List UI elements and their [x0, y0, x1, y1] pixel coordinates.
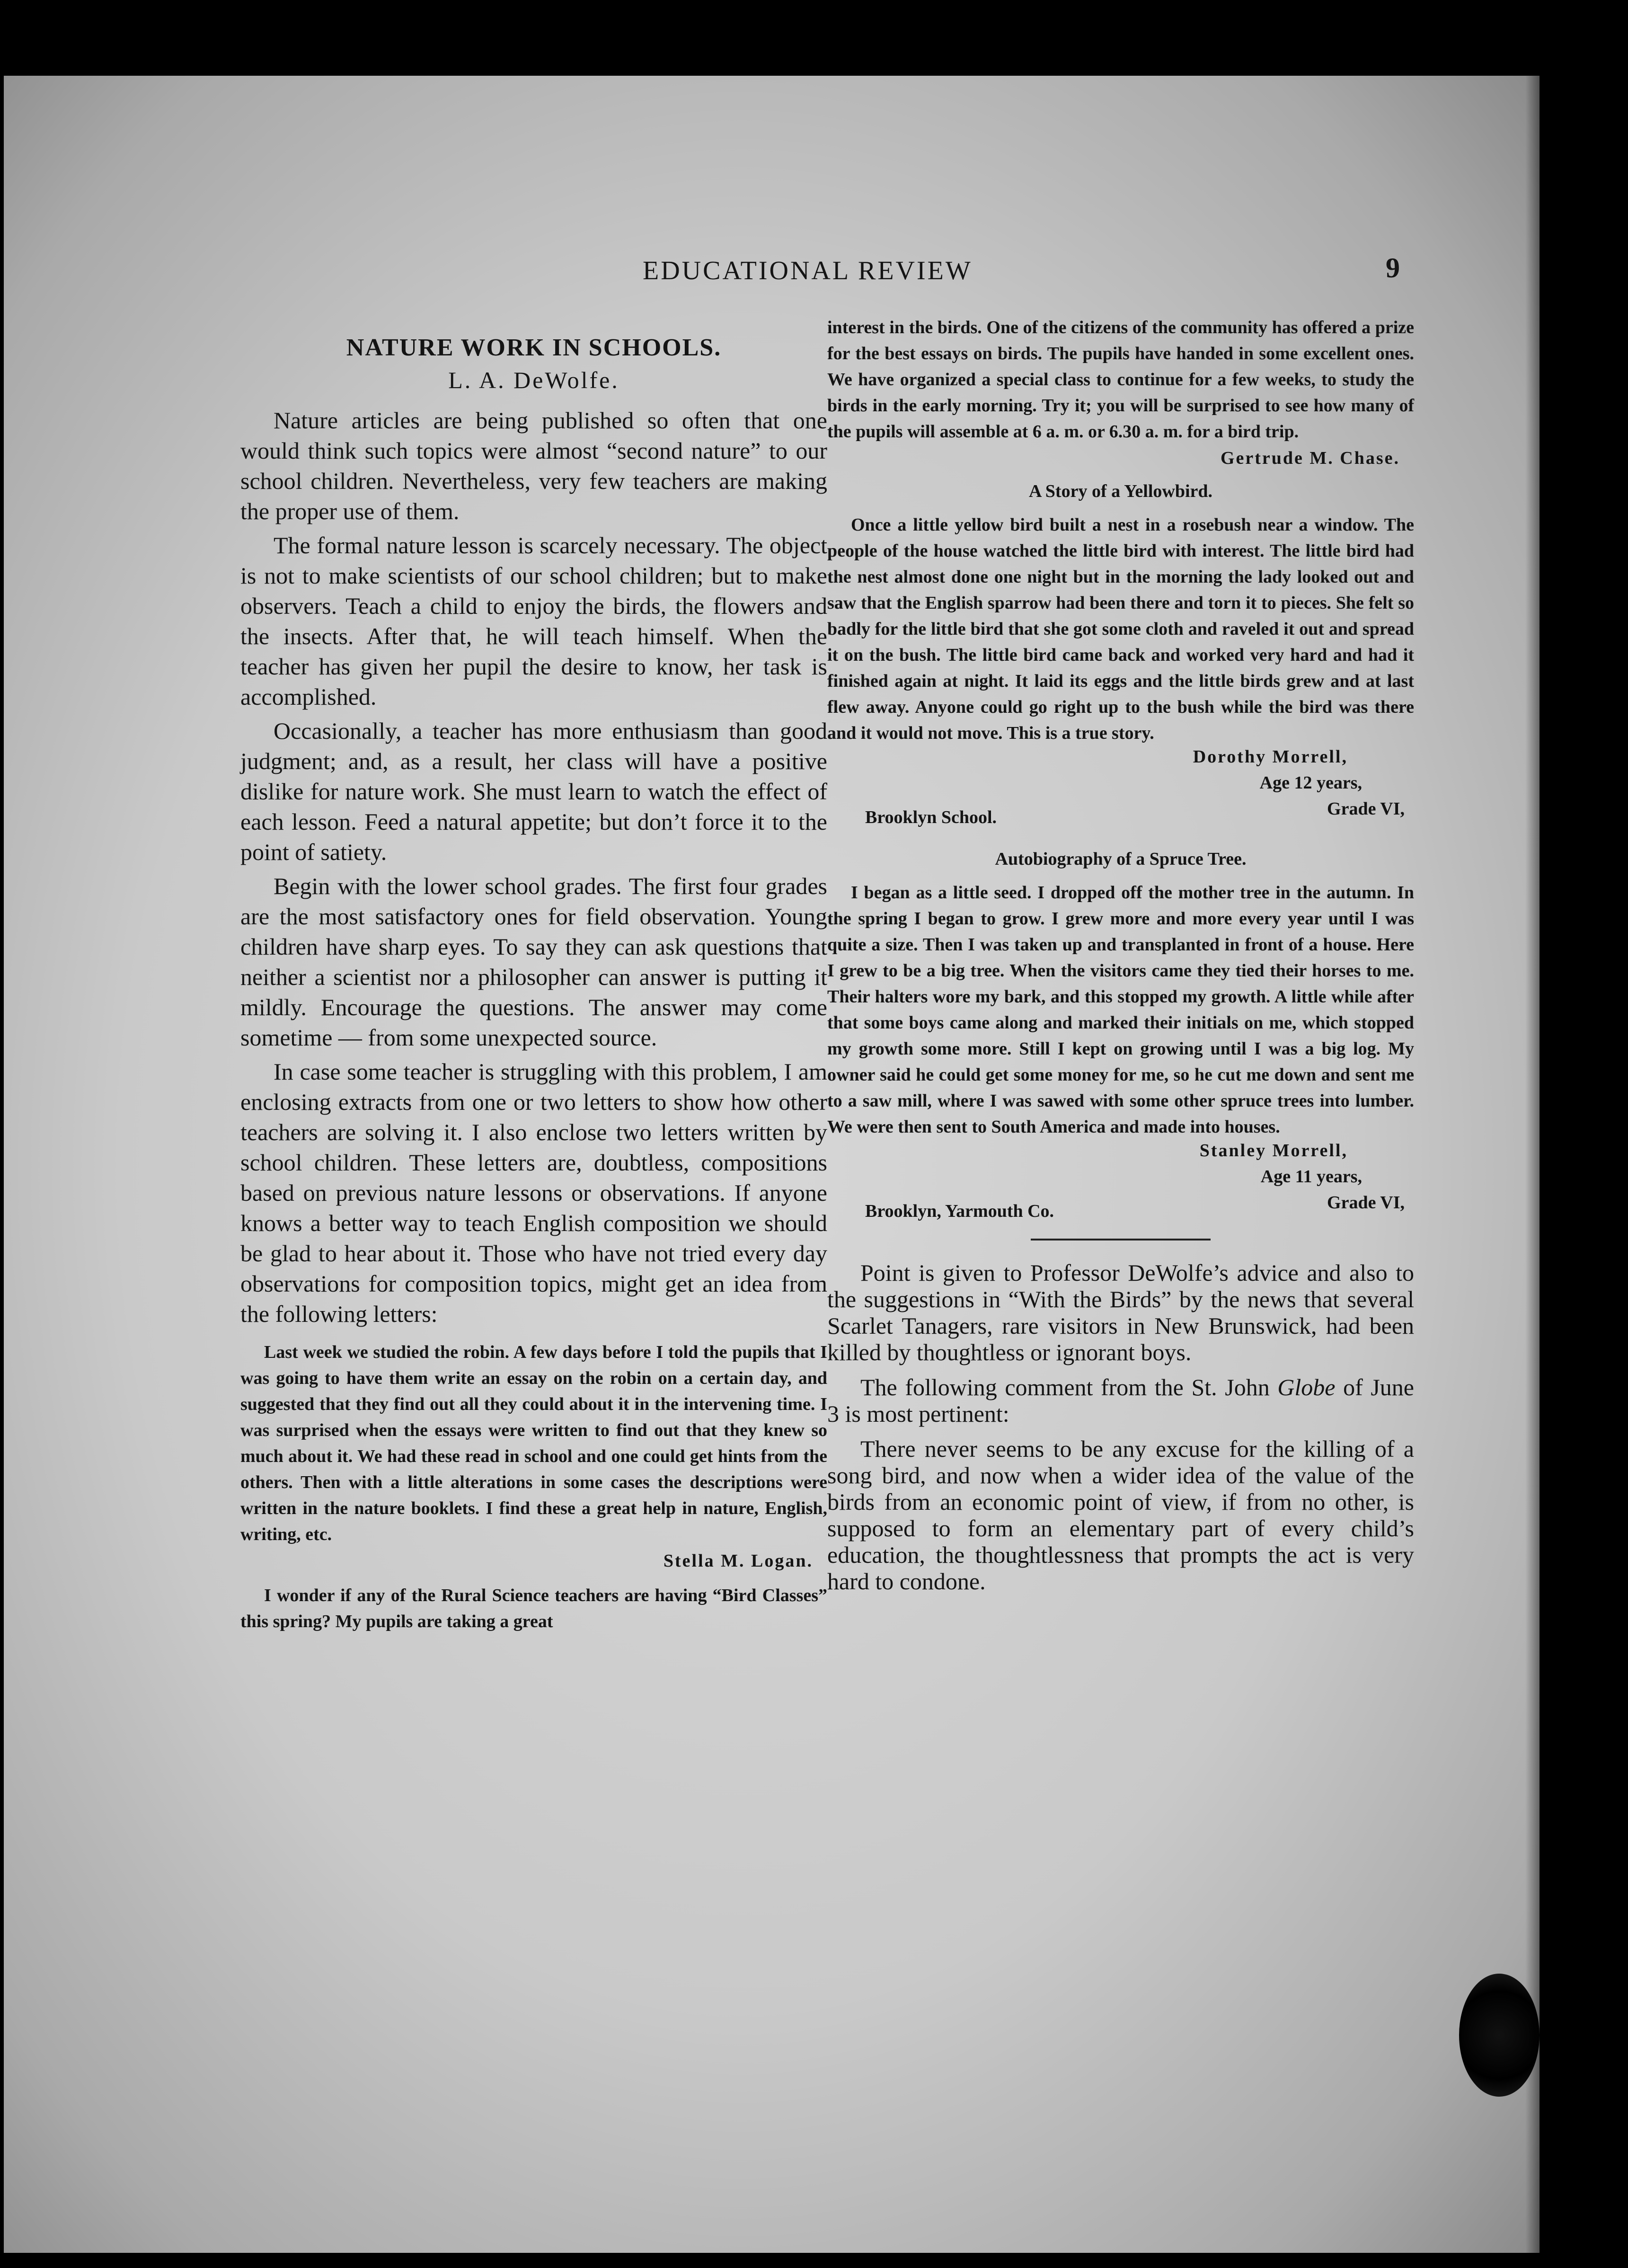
- news-text: The following comment from the St. John: [860, 1374, 1278, 1400]
- article-paragraph: Nature articles are being published so often that one would think such topics were almost “second nature” to our school children. Nevertheless, very few teachers are making the proper use of them.: [240, 407, 827, 524]
- news-quotation: There never seems to be any excuse for the killing of a song bird, and now when a wider idea of the value of the birds from an economic point of view, if from no other, is supposed to form an elementary part of every child’s education, the thoughtlessness that prompts the act is very hard to condone.: [827, 1435, 1414, 1595]
- news-paragraph-globe: [827, 1374, 1414, 1427]
- running-head: EDUCATIONAL REVIEW: [643, 256, 973, 285]
- article-paragraph: Begin with the lower school grades. The first four grades are the most satisfactory ones for field observation. Young children have sharp eyes. To say they can ask questions that neither a scientist nor a philosopher can answer is putting it mildly. Encourage the questions. The answer may come sometime — from some unexpected source.: [240, 873, 827, 1051]
- story-spruce-signature: [827, 1140, 1414, 1230]
- letter-chase-start: I wonder if any of the Rural Science teachers are having “Bird Classes” this spring? My pupils are taking a great: [240, 1586, 827, 1631]
- story-yellowbird-text: Once a little yellow bird built a nest in a rosebush near a window. The people of the house watched the little bird with interest. The little bird had the nest almost done one night but in the morning the lady looked out and saw that the English sparrow had been there and torn it to pieces. She felt so badly for the little bird that she got some cloth and raveled it out and spread it on the bush. The little bird came back and worked very hard and had it finished again at night. It laid its eggs and the little birds grew and at last flew away. Anyone could go right up to the bush while the bird was there and it would not move. This is a true story.: [827, 515, 1414, 743]
- right-column: [827, 315, 1414, 1603]
- left-column: [240, 334, 827, 1635]
- spruce-author: Stanley Morrell,: [1199, 1141, 1348, 1161]
- story-yellowbird-title: A Story of a Yellowbird.: [1028, 481, 1213, 501]
- yellowbird-grade: Grade VI,: [1327, 799, 1405, 819]
- page-number: 9: [1386, 252, 1400, 284]
- story-yellowbird-signature: [827, 746, 1414, 836]
- yellowbird-age: Age 12 years,: [1259, 773, 1362, 793]
- yellowbird-school: Brooklyn School.: [865, 807, 997, 827]
- yellowbird-author: Dorothy Morrell,: [1193, 747, 1348, 767]
- article-title: NATURE WORK IN SCHOOLS.: [346, 334, 722, 361]
- article-paragraph: In case some teacher is struggling with this problem, I am enclosing extracts from one or two letters to show how other teachers are solving it. I also enclose two letters written by school children. These letters are, doubtless, compositions based on previous nature lessons or observations. If anyone knows a better way to teach English composition we should be glad to hear about it. Those who have not tried every day observations for composition topics, might get an idea from the following letters:: [240, 1058, 827, 1327]
- news-paragraph: Point is given to Professor DeWolfe’s advice and also to the suggestions in “With the Birds” by the news that several Scarlet Tanagers, rare visitors in New Brunswick, had been killed by thoughtless or ignorant boys.: [827, 1259, 1414, 1365]
- spruce-school: Brooklyn, Yarmouth Co.: [865, 1201, 1054, 1221]
- spruce-grade: Grade VI,: [1327, 1193, 1405, 1213]
- magazine-page: [4, 76, 1540, 2253]
- article-paragraph: Occasionally, a teacher has more enthusiasm than good judgment; and, as a result, her class will have a positive dislike for nature work. She must learn to watch the effect of each lesson. Feed a natural appetite; but don’t force it to the point of satiety.: [240, 718, 827, 865]
- news-text: of June 3 is most pertinent:: [827, 1374, 1414, 1427]
- article-paragraph: The formal nature lesson is scarcely necessary. The object is not to make scientists of our school children; but to make observers. Teach a child to enjoy the birds, the flowers and the insects. After that, he will teach himself. When the teacher has given her pupil the desire to know, her task is accomplished.: [240, 532, 827, 710]
- letter-logan: Last week we studied the robin. A few days before I told the pupils that I was going to have them write an essay on the robin on a certain day, and suggested that they find out all they could about it in the intervening time. I was surprised when the essays were written to find out that they knew so much about it. We had these read in school and one could get hints from the others. Then with a little alterations in some cases the descriptions were written in the nature booklets. I find these a great help in nature, English, writing, etc.: [240, 1342, 827, 1544]
- spruce-age: Age 11 years,: [1260, 1167, 1362, 1187]
- story-spruce-text: I began as a little seed. I dropped off the mother tree in the autumn. In the spring I began to grow. I grew more and more every year until I was quite a size. Then I was taken up and transplanted in front of a house. Here I grew to be a big tree. When the visitors came they tied their horses to me. Their halters wore my bark, and this stopped my growth. A little while after that some boys came along and marked their initials on me, which stopped my growth some more. Still I kept on growing until I was a big log. My owner said he could get some money for me, so he cut me down and sent me to a saw mill, where I was sawed with some other spruce trees into lumber. We were then sent to South America and made into houses.: [827, 883, 1414, 1137]
- letter-chase-continued: interest in the birds. One of the citizens of the community has offered a prize for the best essays on birds. The pupils have handed in some excellent ones. We have organized a special class to continue for a few weeks, to study the birds in the early morning. Try it; you will be surprised to see how many of the pupils will assemble at 6 a. m. or 6.30 a. m. for a bird trip.: [827, 318, 1414, 442]
- story-spruce-title: Autobiography of a Spruce Tree.: [995, 849, 1247, 869]
- article-author: L. A. DeWolfe.: [448, 367, 619, 393]
- newspaper-name: Globe: [1277, 1374, 1336, 1400]
- film-smudge: [1459, 1974, 1540, 2097]
- section-divider: [1031, 1239, 1211, 1240]
- signature-chase: Gertrude M. Chase.: [1220, 448, 1400, 468]
- signature-logan: Stella M. Logan.: [663, 1551, 813, 1571]
